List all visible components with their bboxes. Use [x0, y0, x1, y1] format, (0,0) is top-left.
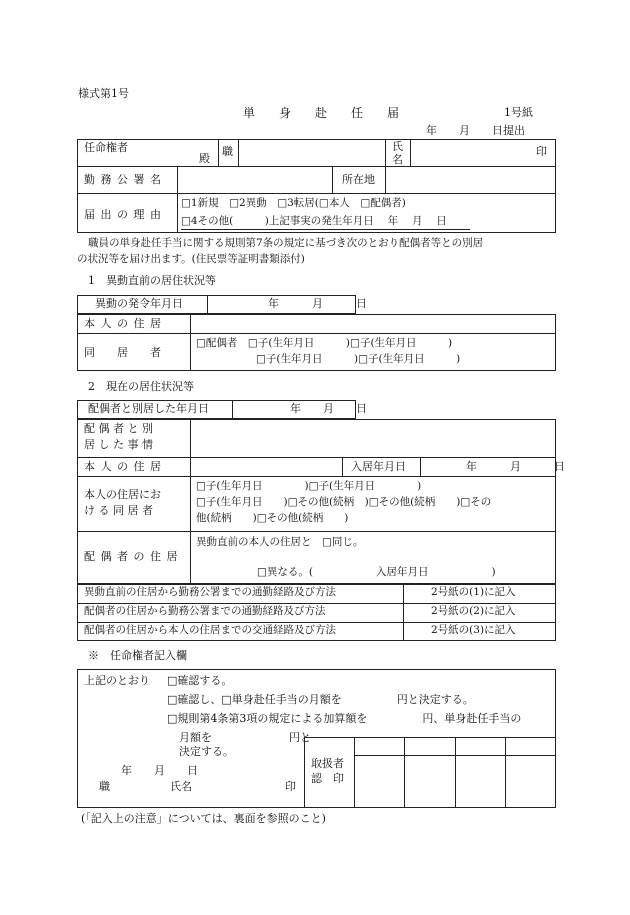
order-date-label: 異動の発令年月日 [95, 297, 183, 310]
post-field[interactable] [242, 142, 382, 162]
footnote: (「記入上の注意」については、裏面を参照のこと) [81, 812, 326, 825]
current-cohabitant-label-1: 本人の住居にお [84, 488, 161, 501]
form-title: 単 身 赴 任 届 [243, 106, 400, 120]
seal-mark: 印 [536, 145, 547, 158]
appointer-name-label: 氏名 [170, 780, 192, 793]
route-1-label: 異動直前の住居から勤務公署までの通勤経路及び方法 [84, 586, 336, 598]
reason-label: 届 出 の 理 由 [84, 208, 162, 221]
circumstances-field[interactable] [194, 422, 552, 454]
appointer-seal-mark: 印 [285, 780, 296, 793]
handler-seal-cell-4[interactable] [507, 757, 554, 806]
prior-cohabitant-label: 同 居 者 [84, 346, 161, 359]
prior-cohabitant-line-1[interactable]: □配偶者 □子(生年月日 )□子(生年月日 ) [196, 337, 453, 349]
intro-line-1: 職員の単身赴任手当に関する規則第7条の規定に基づき次のとおり配偶者等との別居 [88, 237, 484, 249]
prior-self-residence-label: 本 人 の 住 居 [84, 317, 162, 330]
current-cohabitant-label-2: け る 同 居 者 [84, 504, 153, 517]
appointer-tono: 殿 [199, 152, 210, 165]
route-2-ref: 2号紙の(2)に記入 [431, 605, 516, 617]
current-cohabitant-line-2[interactable]: □子(生年月日 )□その他(続柄 )□その他(続柄 )□その [196, 496, 492, 508]
prior-cohabitant-line-2[interactable]: □子(生年月日 )□子(生年月日 ) [256, 353, 461, 365]
sheet-number: 1号紙 [504, 106, 533, 119]
confirm-decide-option[interactable]: □確認し、□単身赴任手当の月額を 円と決定する。 [167, 693, 474, 706]
monthly-amount-line: 月額を 円と [179, 731, 311, 744]
circumstances-label-1: 配 偶 者 と 別 [84, 422, 153, 435]
route-2-label: 配偶者の住居から勤務公署までの通勤経路及び方法 [84, 605, 326, 617]
route-3-label: 配偶者の住居から本人の住居までの交通経路及び方法 [84, 624, 336, 636]
prior-self-residence-field[interactable] [194, 316, 552, 331]
name-label-top: 氏 [392, 140, 403, 153]
movein-date-value[interactable]: 年 月 日 [466, 460, 565, 473]
office-label: 勤 務 公 署 名 [84, 173, 162, 186]
reason-other[interactable]: □4その他( )上記事実の発生年月日 年 月 日 [181, 215, 447, 227]
appointer-line-prefix: 上記のとおり [84, 674, 150, 687]
route-3-ref: 2号紙の(3)に記入 [431, 624, 516, 636]
handler-label-2: 認 印 [311, 772, 344, 785]
route-1-ref: 2号紙の(1)に記入 [431, 586, 516, 598]
appointer-date[interactable]: 年 月 日 [121, 764, 198, 777]
name-label-bottom: 名 [392, 153, 403, 166]
confirm-option[interactable]: □確認する。 [167, 674, 233, 687]
circumstances-label-2: 居 し た 事 情 [84, 438, 153, 451]
current-self-residence-field[interactable] [194, 459, 339, 474]
current-cohabitant-line-1[interactable]: □子(生年月日 )□子(生年月日 ) [196, 480, 422, 492]
form-number: 様式第1号 [78, 87, 129, 100]
section-2-heading: 2 現在の居住状況等 [88, 380, 194, 393]
decide-line: 決定する。 [179, 745, 234, 758]
intro-line-2: の状況等を届け出ます。(住民票等証明書類添付) [77, 253, 305, 265]
spouse-residence-different[interactable]: □異なる。( 入居年月日 ) [257, 566, 496, 578]
appointer-post-label: 職 [99, 780, 110, 793]
office-field[interactable] [181, 169, 329, 189]
separation-date-value[interactable]: 年 月 日 [290, 402, 367, 415]
reason-options[interactable]: □1新規 □2異動 □3転居(□本人 □配偶者) [181, 197, 406, 209]
location-label: 所在地 [342, 173, 375, 186]
separation-date-label: 配偶者と別居した年月日 [88, 402, 209, 415]
spouse-residence-same[interactable]: 異動直前の本人の住居と □同じ。 [196, 536, 364, 548]
appointer-label: 任命権者 [84, 141, 128, 154]
handler-seal-cell-2[interactable] [406, 757, 453, 806]
current-cohabitant-line-3[interactable]: 他(続柄 )□その他(続柄 ) [196, 512, 349, 524]
order-date-value[interactable]: 年 月 日 [268, 297, 367, 310]
handler-seal-cell-1[interactable] [356, 757, 402, 806]
location-field[interactable] [389, 169, 552, 189]
current-self-residence-label: 本 人 の 住 居 [84, 460, 162, 473]
section-1-heading: 1 異動直前の居住状況等 [88, 274, 216, 287]
handler-seal-cell-3[interactable] [457, 757, 503, 806]
surcharge-option[interactable]: □規則第4条第3項の規定による加算額を 円、単身赴任手当の [167, 712, 522, 725]
handler-label-1: 取扱者 [311, 757, 344, 770]
appointer-section-heading: ※ 任命権者記入欄 [88, 649, 187, 662]
name-field[interactable] [414, 142, 524, 162]
movein-date-label: 入居年月日 [351, 460, 406, 473]
spouse-residence-label: 配 偶 者 の 住 居 [84, 550, 179, 563]
post-label: 職 [222, 145, 233, 158]
submission-date: 年 月 日提出 [426, 124, 525, 137]
